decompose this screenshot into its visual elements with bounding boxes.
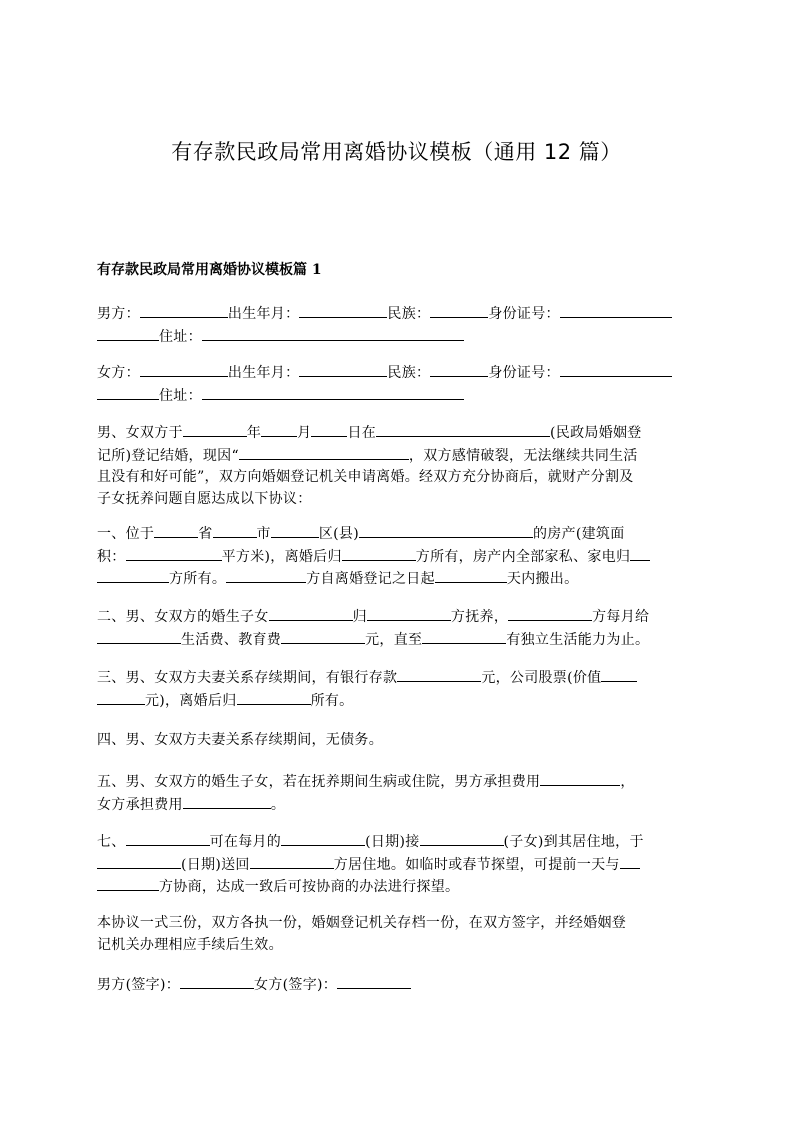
male-signature-label: 男方(签字)：	[97, 977, 181, 993]
reason-blank[interactable]	[239, 445, 409, 460]
registry-blank[interactable]	[376, 422, 550, 437]
move-out-days-blank[interactable]	[435, 568, 507, 583]
male-address-blank[interactable]	[202, 326, 464, 341]
child-name-blank[interactable]	[269, 606, 353, 621]
clause-1-text: 市	[256, 526, 271, 542]
pickup-date-blank[interactable]	[281, 831, 365, 846]
furniture-owner-blank-cont[interactable]	[97, 568, 169, 583]
clause-2-text: 方抚养，	[450, 609, 509, 625]
property-owner-blank[interactable]	[342, 546, 416, 561]
clause-1-text: 天内搬出。	[506, 571, 579, 587]
effect-paragraph	[97, 913, 697, 956]
province-blank[interactable]	[154, 523, 198, 538]
intro-text: (民政局婚姻登	[550, 425, 642, 441]
female-id-blank[interactable]	[560, 362, 672, 377]
clause-7-text: 方协商，达成一致后可按协商的办法进行探望。	[159, 879, 460, 895]
return-date-blank[interactable]	[97, 854, 181, 869]
male-ethnic-label: 民族：	[387, 306, 431, 322]
clause-2-text: 归	[352, 609, 367, 625]
clause-3-text: 所有。	[310, 692, 354, 709]
female-label: 女方：	[97, 365, 140, 381]
child-blank[interactable]	[420, 831, 504, 846]
clause-5-text: 。	[270, 796, 286, 813]
clause-2-text: 生活费、教育费	[181, 631, 282, 648]
male-id-blank[interactable]	[560, 303, 672, 318]
clause-1-text: 区(县)	[318, 526, 359, 542]
area-blank[interactable]	[126, 546, 222, 561]
male-label: 男方：	[97, 306, 140, 322]
female-info-paragraph	[97, 362, 697, 407]
female-address-blank[interactable]	[202, 385, 464, 400]
stock-value-blank[interactable]	[601, 667, 637, 682]
female-id-label: 身份证号：	[488, 365, 560, 381]
intro-paragraph	[97, 422, 697, 510]
female-ethnic-label: 民族：	[387, 365, 431, 381]
clause-5-text: 五、男、女双方的婚生子女，若在抚养期间生病或住院，男方承担费用	[97, 774, 541, 790]
clause-1-text: 一、位于	[97, 526, 155, 542]
document-title: 有存款民政局常用离婚协议模板（通用 12 篇）	[171, 140, 622, 164]
clause-1-text: 方自离婚登记之日起	[306, 571, 435, 587]
clause-7-text: 可在每月的	[209, 834, 282, 850]
effect-text: 本协议一式三份，双方各执一份，婚姻登记机关存档一份，在双方签字，并经婚姻登	[97, 915, 627, 931]
custody-party-blank[interactable]	[367, 606, 451, 621]
payer-party-blank[interactable]	[508, 606, 592, 621]
clause-1-paragraph	[97, 523, 697, 591]
clause-1-text: 方所有。	[169, 571, 227, 587]
female-cost-blank[interactable]	[183, 794, 271, 809]
female-id-blank-cont[interactable]	[97, 385, 159, 400]
clause-1-text: 方所有，房产内全部家私、家电归	[415, 548, 631, 565]
effect-text: 记机关办理相应手续后生效。	[97, 936, 283, 953]
consult-party-blank[interactable]	[620, 854, 640, 869]
move-out-party-blank[interactable]	[226, 568, 306, 583]
clause-4-text: 四、男、女双方夫妻关系存续期间，无债务。	[97, 732, 383, 748]
clause-2-text: 二、男、女双方的婚生子女	[97, 609, 269, 625]
day-blank[interactable]	[311, 422, 347, 437]
clause-7-text: (子女)到其居住地，于	[503, 834, 644, 850]
clause-2-text: 有独立生活能力为止。	[506, 631, 650, 648]
male-info-paragraph	[97, 303, 697, 348]
male-ethnic-blank[interactable]	[430, 303, 488, 318]
intro-text: 记所)登记结婚，现因“	[97, 447, 239, 464]
male-address-label: 住址：	[159, 328, 202, 345]
male-cost-blank[interactable]	[540, 771, 620, 786]
intro-text: 日在	[347, 425, 377, 441]
intro-text: ，双方感情破裂，无法继续共同生活	[408, 447, 638, 464]
intro-text: 年	[246, 425, 262, 441]
intro-text: 且没有和好可能”，双方向婚姻登记机关申请离婚。经双方充分协商后，就财产分割及	[97, 469, 634, 485]
clause-1-text: 平方米)，离婚后归	[221, 548, 342, 565]
clause-5-text: ，	[620, 774, 635, 790]
female-name-blank[interactable]	[140, 362, 228, 377]
clause-7-text: (日期)接	[365, 834, 420, 850]
district-blank[interactable]	[271, 523, 319, 538]
clause-7-paragraph	[97, 831, 697, 899]
intro-text: 男、女双方于	[97, 425, 183, 441]
female-birth-blank[interactable]	[299, 362, 387, 377]
year-blank[interactable]	[183, 422, 247, 437]
month-blank[interactable]	[261, 422, 297, 437]
clause-7-text: 七、	[97, 834, 126, 850]
male-birth-blank[interactable]	[299, 303, 387, 318]
clause-1-text: 的房产(建筑面	[532, 526, 625, 542]
clause-1-text: 积：	[97, 548, 126, 565]
asset-owner-blank[interactable]	[237, 690, 311, 705]
clause-2-text: 元，直至	[365, 631, 423, 648]
clause-7-text: (日期)送回	[181, 856, 250, 873]
male-birth-label: 出生年月：	[227, 306, 300, 322]
clause-3-text: 元)，离婚后归	[145, 692, 237, 709]
clause-4-paragraph	[97, 730, 697, 752]
clause-3-paragraph	[97, 667, 697, 712]
clause-7-text: 方居住地。如临时或春节探望，可提前一天与	[333, 856, 620, 873]
stock-value-blank-cont[interactable]	[97, 690, 145, 705]
recipient-blank[interactable]	[97, 629, 181, 644]
consult-party-blank-cont[interactable]	[97, 876, 159, 891]
female-birth-label: 出生年月：	[227, 365, 300, 381]
section-title: 有存款民政局常用离婚协议模板篇 1	[97, 262, 322, 278]
male-name-blank[interactable]	[140, 303, 228, 318]
intro-text: 月	[297, 425, 312, 441]
furniture-owner-blank[interactable]	[630, 546, 650, 561]
clause-1-text: 省	[198, 526, 213, 542]
clause-3-text: 元，公司股票(价值	[481, 670, 602, 686]
support-amount-blank[interactable]	[281, 629, 365, 644]
male-id-label: 身份证号：	[488, 306, 560, 322]
return-party-blank[interactable]	[250, 854, 334, 869]
deposit-amount-blank[interactable]	[397, 667, 481, 682]
clause-5-text: 女方承担费用	[97, 796, 183, 813]
until-party-blank[interactable]	[422, 629, 506, 644]
clause-2-paragraph	[97, 606, 697, 651]
property-address-blank[interactable]	[359, 523, 533, 538]
female-address-label: 住址：	[159, 387, 202, 404]
clause-5-paragraph	[97, 771, 697, 816]
male-signature-blank[interactable]	[180, 974, 254, 989]
male-id-blank-cont[interactable]	[97, 326, 159, 341]
clause-2-text: 方每月给	[592, 609, 650, 625]
female-signature-label: 女方(签字)：	[254, 977, 338, 993]
city-blank[interactable]	[213, 523, 257, 538]
female-ethnic-blank[interactable]	[430, 362, 488, 377]
signature-line	[97, 974, 697, 997]
visitor-blank[interactable]	[126, 831, 210, 846]
clause-3-text: 三、男、女双方夫妻关系存续期间，有银行存款	[97, 670, 398, 686]
female-signature-blank[interactable]	[337, 974, 411, 989]
intro-text: 子女抚养问题自愿达成以下协议：	[97, 490, 312, 507]
